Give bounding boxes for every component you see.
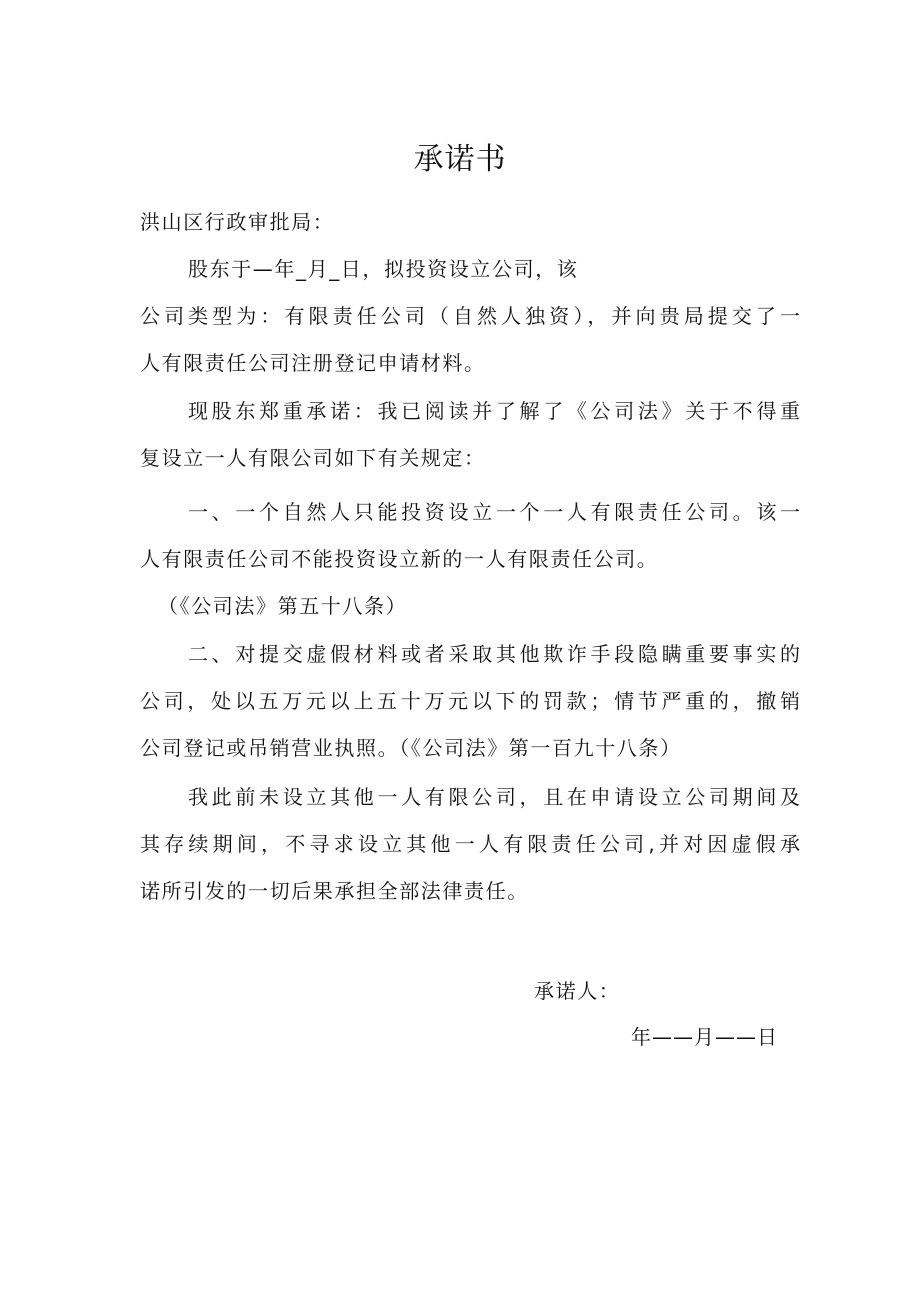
paragraph-line: 其存续期间，不寻求设立其他一人有限责任公司,并对因虚假承 [140,832,800,856]
paragraph-line: （《公司法》第五十八条） [158,594,408,618]
recipient-line: 洪山区行政审批局： [140,210,335,234]
paragraph-line: 二、对提交虚假材料或者采取其他欺诈手段隐瞒重要事实的 [188,642,800,666]
paragraph-line: 我此前未设立其他一人有限公司，且在申请设立公司期间及 [188,785,800,809]
paragraph-line: 人有限责任公司注册登记申请材料。 [140,351,486,375]
paragraph-line: 公司类型为：有限责任公司（自然人独资），并向贵局提交了一 [140,304,800,328]
paragraph-line: 复设立一人有限公司如下有关规定： [140,446,486,470]
paragraph-line: 诺所引发的一切后果承担全部法律责任。 [140,879,529,903]
date-line: 年——月——日 [631,1025,778,1049]
paragraph-line: 人有限责任公司不能投资设立新的一人有限责任公司。 [140,547,659,571]
paragraph-line: 现股东郑重承诺：我已阅读并了解了《公司法》关于不得重 [188,399,800,423]
signature-label: 承诺人： [534,979,621,1003]
paragraph-line: 公司登记或吊销营业执照。（《公司法》第一百九十八条） [140,736,682,760]
paragraph-line: 一、一个自然人只能投资设立一个一人有限责任公司。该一 [188,500,800,524]
document-title: 承诺书 [413,142,507,177]
paragraph-line: 股东于—年_月_日，拟投资设立公司，该 [188,257,579,281]
paragraph-line: 公司，处以五万元以上五十万元以下的罚款；情节严重的，撤销 [140,689,800,713]
